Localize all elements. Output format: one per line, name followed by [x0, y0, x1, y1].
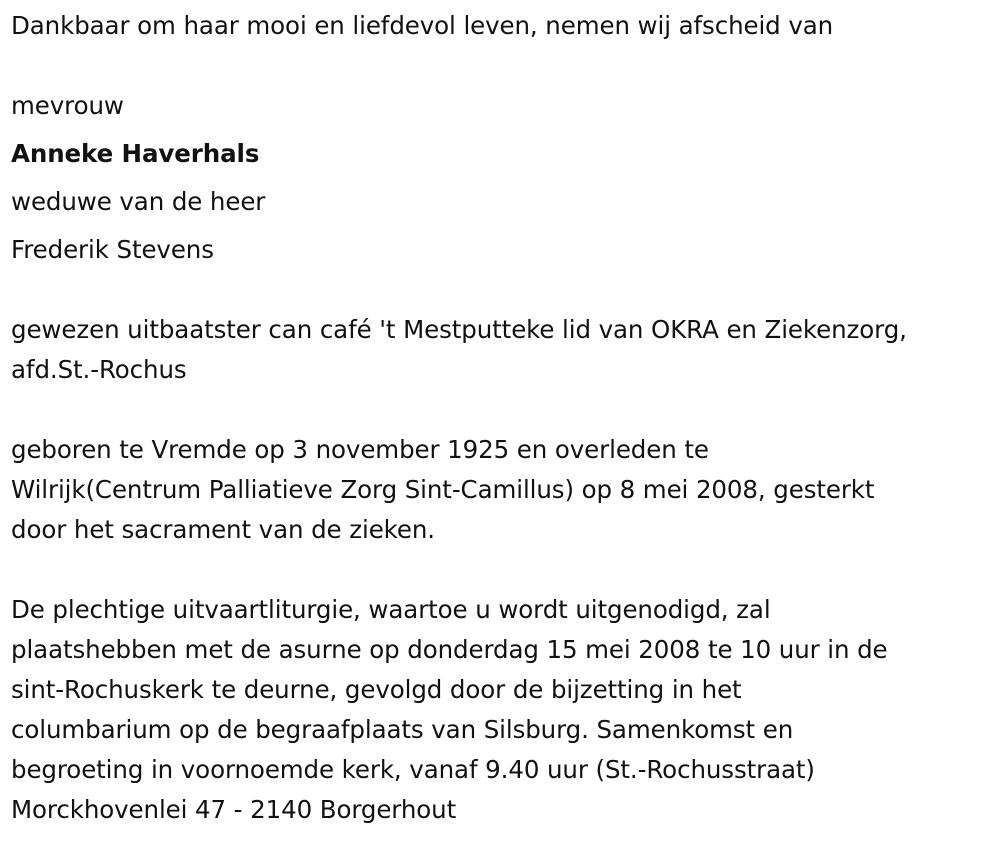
birth-death-line: geboren te Vremde op 3 november 1925 en overleden te — [11, 435, 709, 464]
occupation-line: gewezen uitbaatster can café 't Mestputteke lid van OKRA en Ziekenzorg, — [11, 315, 907, 344]
funeral-line: sint-Rochuskerk te deurne, gevolgd door de bijzetting in het — [11, 675, 742, 704]
birth-death-line: door het sacrament van de zieken. — [11, 515, 435, 544]
spouse-name: Frederik Stevens — [11, 235, 214, 264]
funeral-line: begroeting in voornoemde kerk, vanaf 9.40 uur (St.-Rochusstraat) — [11, 755, 815, 784]
funeral-paragraph — [11, 590, 989, 830]
occupation-line: afd.St.-Rochus — [11, 355, 187, 384]
funeral-address-line: Morckhovenlei 47 - 2140 Borgerhout — [11, 795, 457, 824]
funeral-line: plaatshebben met de asurne op donderdag 15 mei 2008 te 10 uur in de — [11, 635, 888, 664]
intro-text: Dankbaar om haar mooi en liefdevol leven, nemen wij afscheid van — [11, 11, 834, 40]
title-prefix: mevrouw — [11, 91, 124, 120]
relation-text: weduwe van de heer — [11, 187, 266, 216]
occupation-paragraph — [11, 310, 989, 390]
funeral-line: columbarium op de begraafplaats van Silsburg. Samenkomst en — [11, 715, 794, 744]
deceased-name: Anneke Haverhals — [11, 139, 260, 168]
birth-death-line: Wilrijk(Centrum Palliatieve Zorg Sint-Camillus) op 8 mei 2008, gesterkt — [11, 475, 875, 504]
funeral-line: De plechtige uitvaartliturgie, waartoe u wordt uitgenodigd, zal — [11, 595, 771, 624]
birth-death-paragraph — [11, 430, 989, 550]
